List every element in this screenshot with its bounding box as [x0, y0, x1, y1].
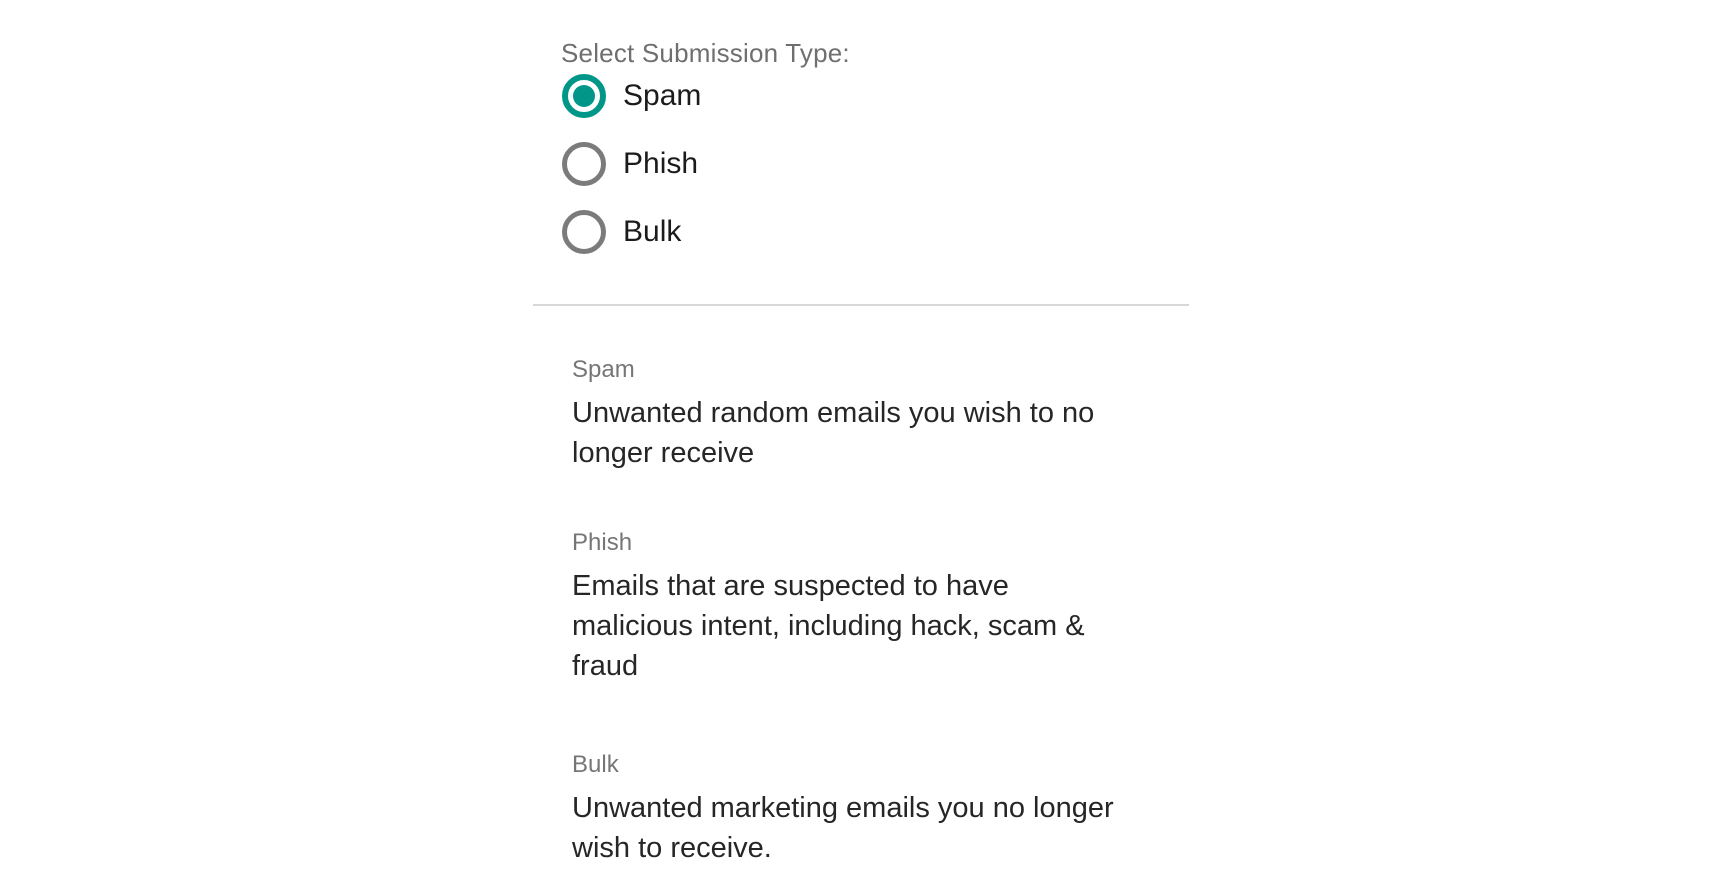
- radio-option-phish[interactable]: [562, 142, 701, 186]
- description-section-bulk: [572, 751, 1120, 868]
- description-term-phish: Phish: [572, 529, 633, 556]
- radio-option-spam[interactable]: [562, 74, 701, 118]
- description-section-phish: [572, 529, 1120, 686]
- radio-option-phish-label[interactable]: Phish: [623, 147, 699, 180]
- divider: [533, 304, 1189, 306]
- description-text-phish: Emails that are suspected to have malicious intent, including hack, scam & fraud: [572, 570, 1085, 682]
- submission-type-label: Select Submission Type:: [561, 38, 850, 68]
- description-term-spam: Spam: [572, 356, 635, 383]
- radio-option-bulk-label[interactable]: Bulk: [623, 215, 682, 248]
- description-text-spam: Unwanted random emails you wish to no longer receive: [572, 397, 1095, 469]
- submission-type-radio-group: [562, 74, 701, 278]
- radio-option-spam-label[interactable]: Spam: [623, 79, 702, 112]
- description-term-bulk: Bulk: [572, 751, 619, 778]
- description-section-spam: [572, 356, 1120, 473]
- radio-button-spam[interactable]: [562, 74, 606, 118]
- radio-button-bulk[interactable]: [562, 210, 606, 254]
- radio-button-phish[interactable]: [562, 142, 606, 186]
- radio-option-bulk[interactable]: [562, 210, 701, 254]
- description-text-bulk: Unwanted marketing emails you no longer wish to receive.: [572, 792, 1114, 864]
